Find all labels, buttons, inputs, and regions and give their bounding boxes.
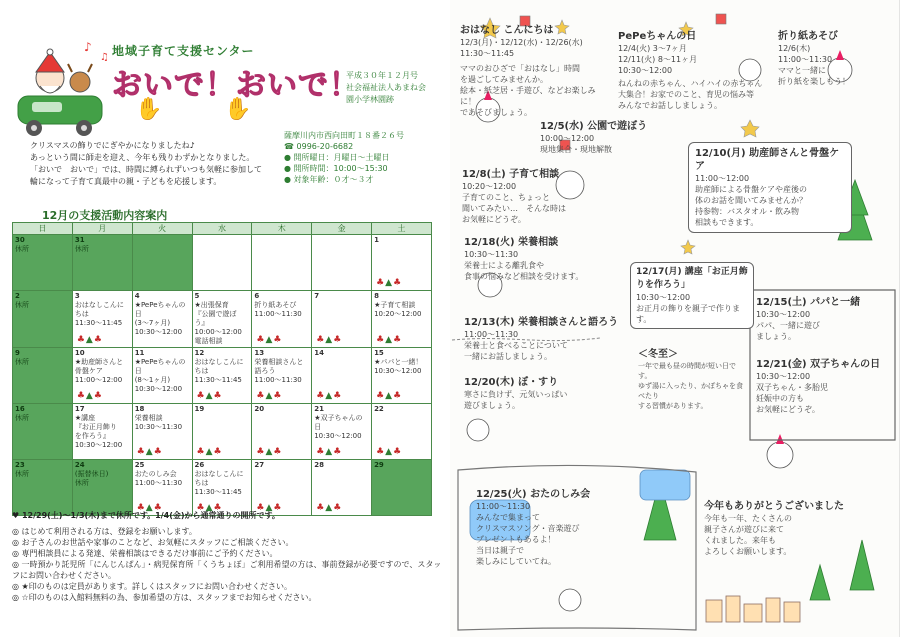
papa-body: 10:30～12:00 パパ、一緒に遊び ましょう。 (756, 310, 820, 341)
calendar-day-cell (192, 291, 252, 348)
calendar-day-cell (312, 404, 372, 460)
solstice-body: 一年で最も昼の時間が短い日です。 ゆず湯に入ったり、かぼちゃを食べたり する習慣があります。 (638, 362, 743, 410)
calendar-week (13, 460, 432, 516)
day-number: 8 (374, 292, 379, 300)
calendar-day-cell (13, 291, 73, 348)
hand-icon: ✋ (224, 97, 252, 122)
christmas-deco-icon: ♣▲♣ (376, 278, 403, 288)
papa-title: 12/15(土) パパと一緒 (756, 297, 861, 308)
panel-story-time (460, 24, 610, 118)
weekday-header: 水 (192, 223, 252, 235)
calendar-day-cell (312, 235, 372, 291)
calendar-day-cell (132, 235, 192, 291)
panel-papa-day (756, 296, 890, 342)
panel-nutrition (464, 236, 614, 282)
christmas-deco-icon: ♣▲♣ (136, 447, 163, 457)
calendar-day-cell (72, 235, 132, 291)
calendar-day-cell (312, 348, 372, 404)
calendar-day-cell (72, 404, 132, 460)
org-subname: 園小学林園跡 (346, 95, 394, 104)
origami-title: 折り紙あそび (778, 31, 838, 42)
day-number: 14 (314, 349, 324, 357)
day-number: 1 (374, 236, 379, 244)
panel-midwife (688, 142, 852, 233)
panel-park (540, 120, 690, 155)
note-item: ◎ ☆印のものは入館料無料の為、参加希望の方は、スタッフまでお知らせください。 (12, 593, 317, 602)
calendar-day-cell (192, 404, 252, 460)
day-number: 27 (254, 461, 265, 469)
day-number: 5 (194, 292, 200, 300)
day-number: 20 (254, 405, 265, 413)
weekday-header: 月 (72, 223, 132, 235)
christmas-deco-icon: ♣▲♣ (76, 335, 103, 345)
calendar-day-cell (252, 460, 312, 516)
logo-text: おいで！おいで！ (112, 68, 360, 103)
day-number: 3 (74, 292, 80, 300)
day-event: 栄養相談さんと語ろう 11:00～11:30 (254, 358, 304, 384)
year-end-body: 今年も一年、たくさんの 親子さんが遊びに来て くれました。来年も よろしくお願いします。 (704, 514, 792, 556)
address: 薩摩川内市西向田町１８番２６号 (284, 131, 404, 140)
day-number: 31 (74, 236, 85, 244)
day-event: おはなしこんにちは 11:30～11:45 (194, 358, 244, 384)
day-number: 13 (254, 349, 265, 357)
calendar-week (13, 235, 432, 291)
weekday-header: 金 (312, 223, 372, 235)
weekday-header: 日 (13, 223, 73, 235)
day-number: 15 (374, 349, 384, 357)
calendar-day-cell (13, 404, 73, 460)
music-note-icon: ♪ (84, 40, 92, 54)
nutrition-title: 12/18(火) 栄養相談 (464, 237, 559, 248)
christmas-deco-icon: ♣▲♣ (376, 391, 403, 401)
day-number: 26 (194, 461, 205, 469)
pepe-title: PePeちゃんの日 (618, 31, 697, 42)
day-number: 16 (15, 405, 25, 413)
party-body: 11:00～11:30 みんなで集まって クリスマスソング・音楽遊び プレゼントもあるよ！ 当日は親子で 楽しみにしていてね。 (476, 502, 580, 566)
day-number: 2 (15, 292, 20, 300)
calendar-day-cell (372, 460, 432, 516)
day-event: 休所 (74, 245, 89, 253)
note-item: ◎ お子さんのお世話や家事のことなど、お気軽にスタッフにご相談ください。 (12, 538, 294, 547)
calendar-day-cell (13, 460, 73, 516)
year-end-title: 今年もありがとうございました (704, 501, 844, 512)
notes-list (12, 526, 442, 603)
day-event: ★パパと一緒！ 10:30～12:00 (374, 358, 423, 375)
origami-body: ママと一緒に 折り紙を楽しもう！ (778, 66, 850, 86)
day-number: 12 (194, 349, 205, 357)
open-days: ● 開所曜日：月曜日～土曜日 (284, 153, 390, 162)
solstice-title: ＜冬至＞ (638, 349, 678, 360)
hand-icon: ✋ (135, 97, 163, 122)
day-number: 11 (134, 349, 145, 357)
christmas-deco-icon: ♣▲♣ (316, 391, 343, 401)
calendar-table (12, 222, 432, 516)
calendar-day-cell (192, 460, 252, 516)
calendar-day-cell (252, 235, 312, 291)
outdoor-body: 寒さに負けず、元気いっぱい 遊びましょう。 (464, 390, 568, 410)
contact-block (284, 130, 434, 185)
day-number: 18 (134, 405, 145, 413)
calendar-week (13, 291, 432, 348)
music-note-icon: ♫ (100, 52, 109, 63)
phone-icon: ☎ (284, 142, 297, 151)
talk-body: 11:00～11:30 栄養士と食べることについて 一緒にお話しましょう。 (464, 330, 568, 361)
note-item: ◎ ★印のものは定員があります。詳しくはスタッフにお問い合わせください。 (12, 582, 293, 591)
weekday-header: 土 (372, 223, 432, 235)
center-name: 地域子育て支援センター (112, 44, 255, 58)
calendar-day-cell (192, 348, 252, 404)
calendar-day-cell (252, 348, 312, 404)
christmas-deco-icon: ♣▲♣ (376, 335, 403, 345)
party-title: 12/25(火) おたのしみ会 (476, 489, 591, 500)
phone (284, 141, 434, 152)
christmas-deco-icon: ♣▲♣ (196, 391, 223, 401)
day-event: 栄養相談 10:30～11:30 (134, 414, 183, 431)
day-number: 25 (134, 461, 145, 469)
twins-body: 10:30～12:00 双子ちゃん・多胎児 妊娠中の方も お気軽にどうぞ。 (756, 372, 828, 414)
calendar-day-cell (13, 235, 73, 291)
day-event: 休所 (15, 414, 29, 422)
day-event: 休所 (15, 245, 29, 253)
panel-new-year-craft (630, 262, 754, 329)
calendar-day-cell (252, 404, 312, 460)
day-event: ★子育て相談 10:20～12:00 (374, 301, 422, 318)
day-event: 折り紙あそび 11:00～11:30 (254, 301, 302, 318)
panel-origami (778, 30, 890, 87)
phone-number: 0996-20-6682 (296, 142, 354, 151)
calendar-day-cell (132, 460, 192, 516)
day-event: ★助産師さんと 骨盤ケア 11:00～12:00 (74, 358, 124, 384)
craft-title: 12/17(月) 講座「お正月飾りを作ろう」 (636, 267, 748, 290)
calendar-day-cell (312, 291, 372, 348)
calendar-day-cell (192, 235, 252, 291)
panel-pepe-day (618, 30, 768, 111)
consult-body: 10:20～12:00 子育てのこと、ちょっと 聞いてみたい… そんな時は お気軽にどうぞ。 (462, 182, 566, 224)
weekday-header: 火 (132, 223, 192, 235)
intro-text: クリスマスの飾りでにぎやかになりましたね♪ あっという間に師走を迎え、今年も残りわずかとなりました。 「おいで おいで」では、時間に縛られずいつも気軽に参加して 輪になって子育て真最中の親・子どもを応援します。 (30, 141, 262, 186)
day-event: ★出張保育 『公園で遊ぼう』 10:00～12:00 電話相談 (194, 301, 242, 345)
calendar-day-cell (252, 291, 312, 348)
park-title: 12/5(水) 公園で遊ぼう (540, 121, 648, 132)
day-event: おたのしみ会 11:00～11:30 (134, 470, 183, 487)
target-ages: ● 対象年齢：０才～３才 (284, 175, 374, 184)
day-event: ★PePeちゃんの日 (8～1ヶ月) 10:30～12:00 (134, 358, 186, 393)
talk-title: 12/13(木) 栄養相談さんと語ろう (464, 317, 619, 328)
right-page (450, 0, 900, 637)
calendar-day-cell (72, 348, 132, 404)
christmas-deco-icon: ♣▲♣ (196, 503, 223, 513)
day-number: 9 (15, 349, 20, 357)
panel-parenting-consult (462, 168, 612, 225)
nutrition-body: 10:30～11:30 栄養士による離乳食や 食事の悩みなど相談を受けます。 (464, 250, 584, 281)
christmas-deco-icon: ♣▲♣ (256, 503, 283, 513)
day-event: (振替休日) 休所 (74, 470, 109, 487)
day-number: 24 (74, 461, 85, 469)
panel-outdoor-play (464, 376, 634, 411)
calendar-day-cell (72, 291, 132, 348)
calendar-day-cell (72, 460, 132, 516)
christmas-deco-icon: ♣▲♣ (376, 447, 403, 457)
note-item: ◎ 一時預かり託児所「にんじんぱん」・病児保育所「くうちょぼ」ご利用希望の方は、事前登録が必要ですので、スタッフにお問い合わせください。 (12, 560, 442, 580)
christmas-deco-icon: ♣▲♣ (316, 447, 343, 457)
weekday-header: 木 (252, 223, 312, 235)
day-event: ★講座 『お正月飾り を作ろう』 10:30～12:00 (74, 414, 123, 449)
panel-year-end (704, 500, 890, 557)
day-number: 17 (74, 405, 85, 413)
craft-body: 10:30～12:00 お正月の飾りを親子で作ります。 (636, 293, 740, 324)
midwife-body: 11:00～12:00 助産師による骨盤ケアや産後の 体のお話を聞いてみませんか？ 持参物：バスタオル・飲み物 相談もできます。 (695, 174, 807, 227)
issue-label: 平成３０年１２月号 (346, 71, 418, 80)
midwife-title: 12/10(月) 助産師さんと骨盤ケア (695, 148, 840, 172)
outdoor-title: 12/20(木) ぼ・すり (464, 377, 559, 388)
day-event: おはなしこんにちは 11:30～11:45 (74, 301, 124, 327)
day-number: 30 (15, 236, 25, 244)
day-event: 休所 (15, 358, 29, 366)
day-number: 29 (374, 461, 384, 469)
park-body: 10:00～12:00 現地集合・現地解散 (540, 134, 612, 154)
santa-car-illustration (14, 48, 106, 140)
panel-winter-solstice (638, 348, 748, 411)
calendar-day-cell (132, 291, 192, 348)
day-event: ★PePeちゃんの日 (3～7ヶ月) 10:30～12:00 (134, 301, 186, 336)
calendar-week (13, 404, 432, 460)
pepe-body: ねんねの赤ちゃん、ハイハイの赤ちゃん 大集合！お家でのこと、育児の悩み等 みんなでお話ししましょう。 (618, 79, 763, 110)
origami-dates-body: 12/6(木) 11:00～11:30 (778, 44, 833, 64)
day-number: 6 (254, 292, 260, 300)
calendar-day-cell (372, 291, 432, 348)
day-number: 4 (134, 292, 140, 300)
panel-christmas-party (476, 488, 652, 567)
day-event: ★双子ちゃんの日 10:30～12:00 (314, 414, 363, 440)
consult-title: 12/8(土) 子育て相談 (462, 169, 560, 180)
open-hours: ● 開所時間：10:00～15:30 (284, 164, 388, 173)
day-number: 23 (15, 461, 25, 469)
christmas-deco-icon: ♣▲♣ (256, 335, 283, 345)
calendar-day-cell (372, 235, 432, 291)
calendar-week (13, 348, 432, 404)
calendar-day-cell (372, 404, 432, 460)
calendar-day-cell (372, 348, 432, 404)
twins-title: 12/21(金) 双子ちゃんの日 (756, 359, 881, 370)
christmas-deco-icon: ♣▲♣ (196, 447, 223, 457)
calendar-day-cell (13, 348, 73, 404)
day-number: 7 (314, 292, 320, 300)
christmas-deco-icon: ♣▲♣ (316, 503, 343, 513)
note-item: ◎ はじめて利用される方は、登録をお願いします。 (12, 527, 197, 536)
christmas-deco-icon: ♣▲♣ (256, 447, 283, 457)
note-item: ◎ 専門相談員による発達、栄養相談はできるだけ事前にご予約ください。 (12, 549, 278, 558)
story-time-dates: 12/3(月)・12/12(水)・12/26(水) 11:30～11:45 (460, 38, 583, 58)
christmas-deco-icon: ♣▲♣ (76, 391, 103, 401)
day-number: 28 (314, 461, 324, 469)
story-time-title: おはなし こんにちは (460, 25, 554, 36)
christmas-deco-icon: ♣▲♣ (256, 391, 283, 401)
christmas-deco-icon: ♣▲♣ (136, 503, 163, 513)
org-name: 社会福祉法人あまね会 (346, 83, 426, 92)
christmas-deco-icon: ♣▲♣ (316, 335, 343, 345)
day-event: 休所 (15, 470, 29, 478)
panel-twins-day (756, 358, 890, 415)
pepe-dates: 12/4(火) 3～7ヶ月 12/11(火) 8～11ヶ月 10:30～12:00 (618, 44, 698, 75)
story-time-body: ママのおひざで「おはなし」時間 を過ごしてみませんか。 絵本・紙芝居・手遊び、などお楽しみに！ であそびましょう。 (460, 64, 596, 117)
calendar-day-cell (132, 348, 192, 404)
day-number: 19 (194, 405, 205, 413)
day-number: 10 (74, 349, 85, 357)
calendar-day-cell (132, 404, 192, 460)
day-number: 22 (374, 405, 384, 413)
calendar-title: 12月の支援活動内容案内 (42, 209, 168, 222)
day-event: 休所 (15, 301, 29, 309)
day-event: おはなしこんにちは 11:30～11:45 (194, 470, 244, 496)
calendar-day-cell (312, 460, 372, 516)
closure-notice: ♥ 12/29(土)～1/3(木)まで休所です。1/4(金)から通常通りの開所です。 (12, 511, 280, 520)
panel-nutritionist-talk (464, 316, 624, 362)
day-number: 21 (314, 405, 324, 413)
